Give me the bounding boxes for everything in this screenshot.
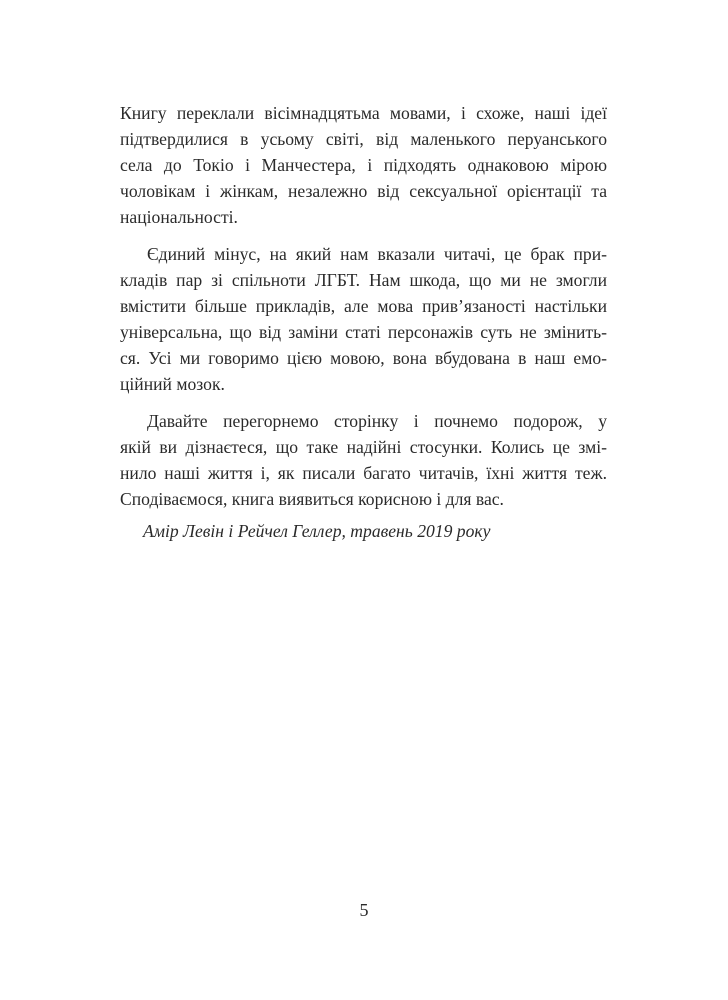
text-line: чоловікам і жінкам, незалежно від сексуальної орієнтації та: [120, 181, 607, 201]
text-line: кладів пар зі спільноти ЛГБТ. Нам шкода, що ми не змогли: [120, 270, 607, 290]
body-text: [120, 100, 607, 512]
text-line: якій ви дізнаєтеся, що таке надійні стосунки. Колись це змі-: [120, 437, 607, 457]
text-line: ся. Усі ми говоримо цією мовою, вона вбудована в наш емо-: [120, 348, 607, 368]
text-line: Книгу переклали вісімнадцятьма мовами, і схоже, наші ідеї: [120, 103, 607, 123]
text-line: села до Токіо і Манчестера, і підходять однаковою мірою: [120, 155, 607, 175]
text-line: Єдиний мінус, на який нам вказали читачі, це брак при-: [147, 244, 607, 264]
text-line: Сподіваємося, книга виявиться корисною і для вас.: [120, 489, 504, 509]
paragraph-1: [120, 100, 607, 230]
text-line: нило наші життя і, як писали багато читачів, їхні життя теж.: [120, 463, 607, 483]
page-number: 5: [359, 900, 369, 920]
author-signature: Амір Левін і Рейчел Геллер, травень 2019 року: [143, 521, 491, 541]
text-line: вмістити більше прикладів, але мова прив’язаності настільки: [120, 296, 607, 316]
text-line: ційний мозок.: [120, 374, 225, 394]
text-line: Давайте перегорнемо сторінку і почнемо подорож, у: [147, 411, 607, 431]
text-line: підтвердилися в усьому світі, від маленького перуанського: [120, 129, 607, 149]
text-line: національності.: [120, 207, 238, 227]
paragraph-3: [120, 408, 607, 512]
text-line: універсальна, що від заміни статі персонажів суть не змінить-: [120, 322, 607, 342]
paragraph-2: [120, 241, 607, 397]
